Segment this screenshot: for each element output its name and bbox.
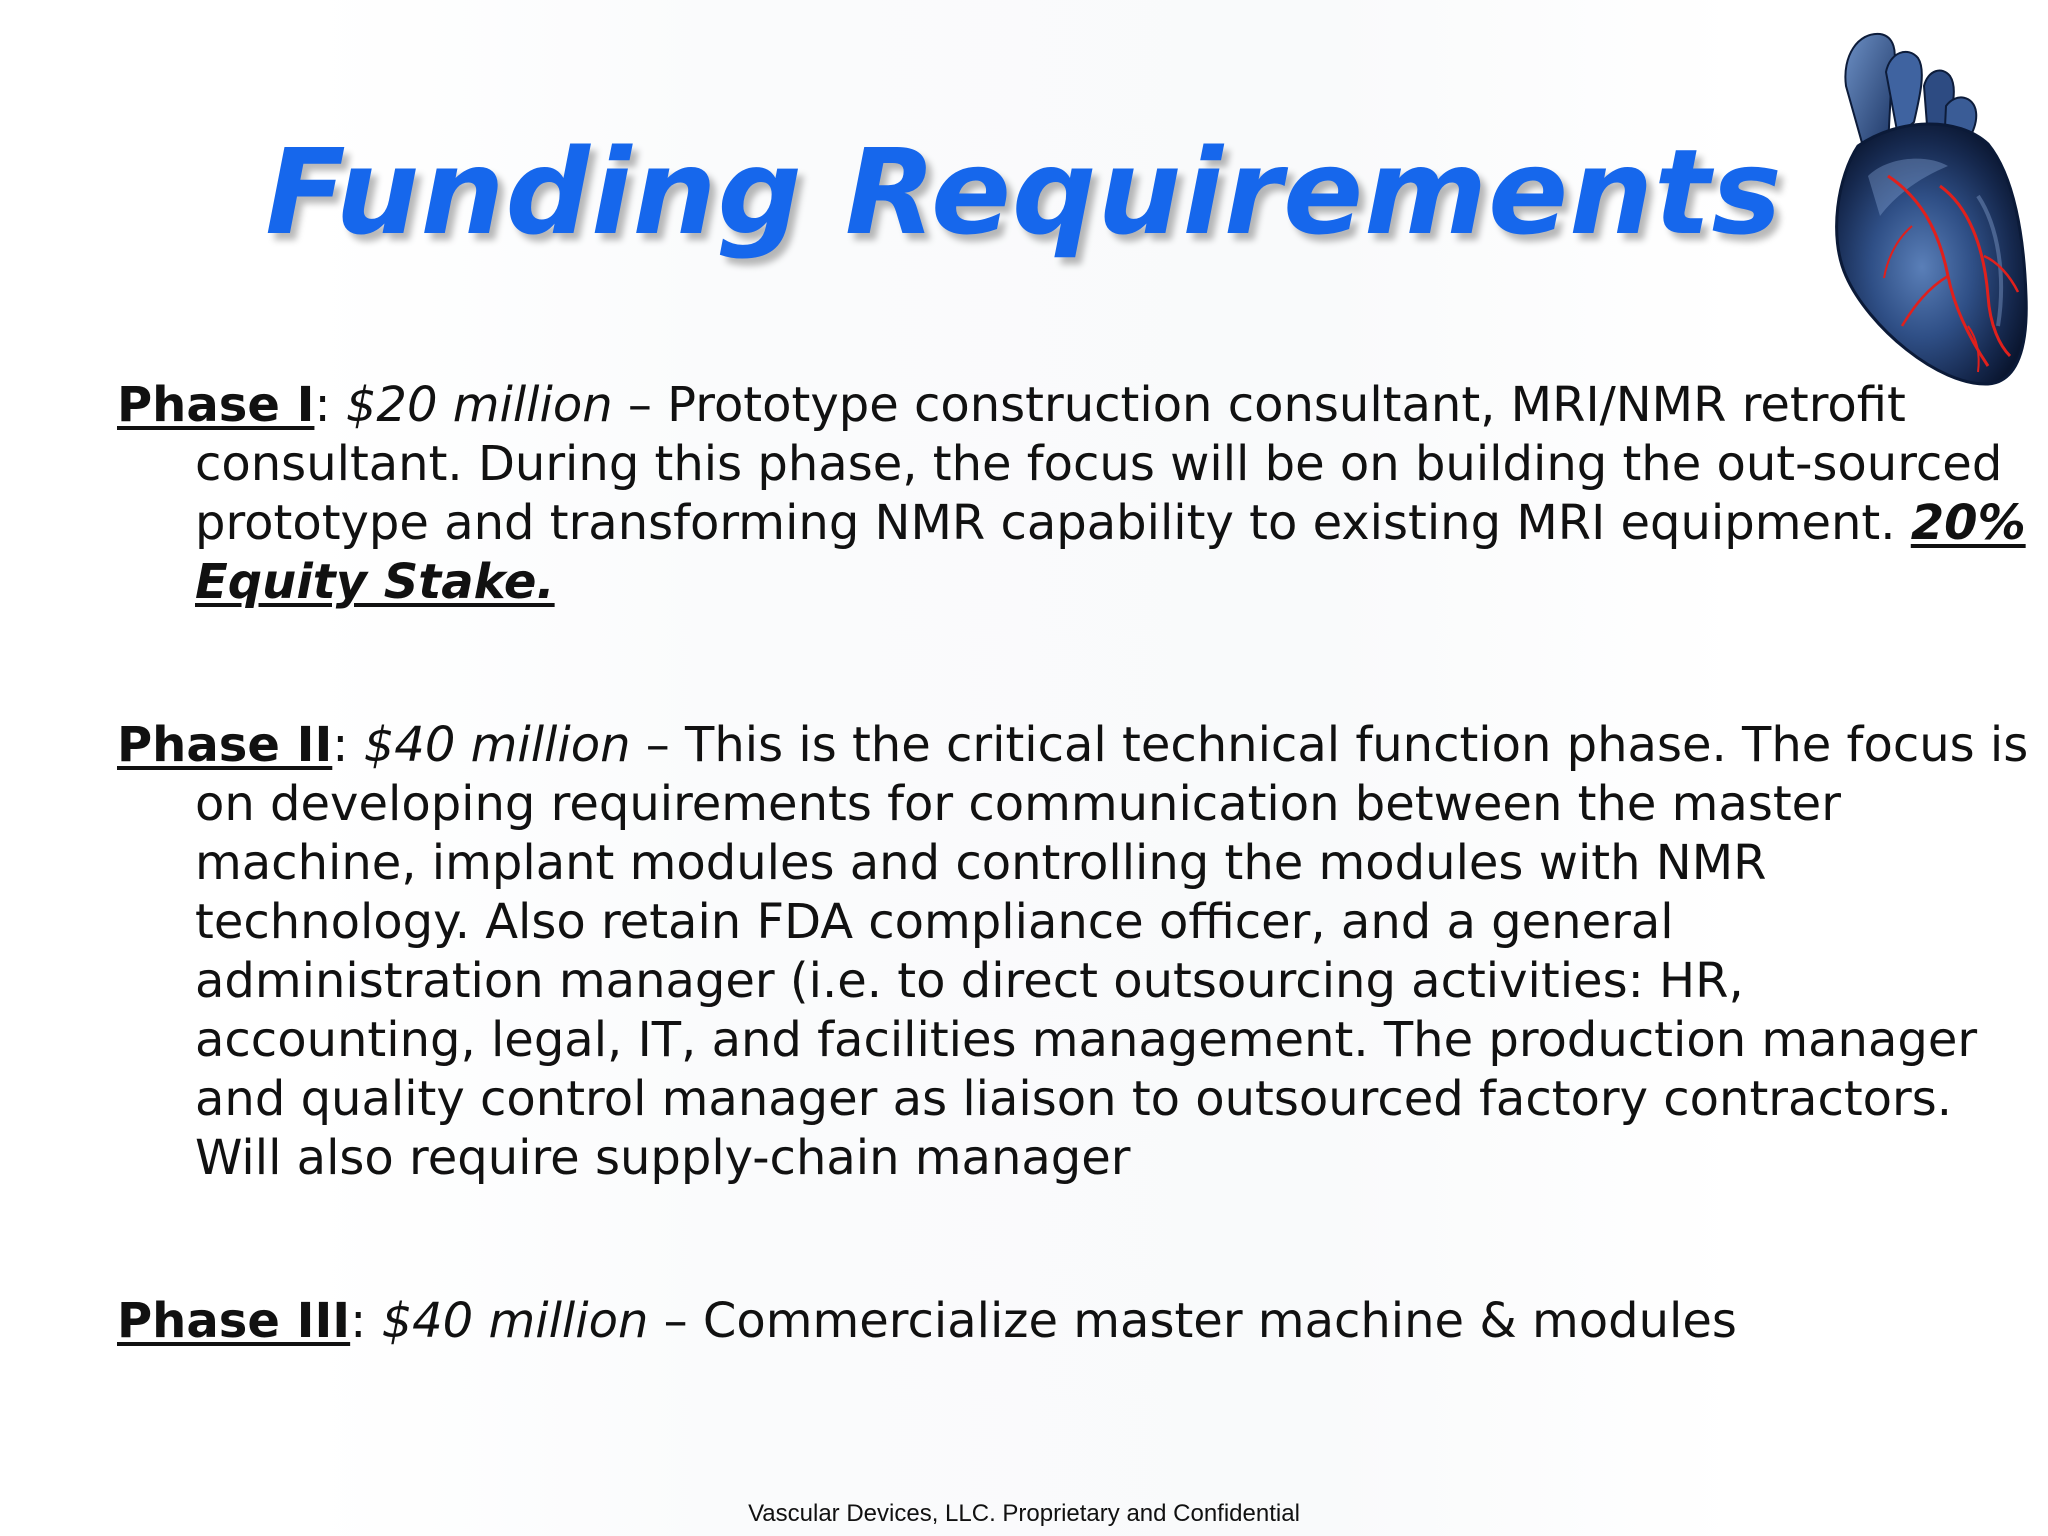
phase-amount: $20 million: [345, 377, 613, 433]
confidentiality-footer: Vascular Devices, LLC. Proprietary and Confidential: [748, 1500, 1300, 1527]
phase-description: – Commercialize master machine & modules: [648, 1293, 1737, 1349]
phase-item: [117, 716, 2035, 1188]
phase-amount: $40 million: [381, 1293, 649, 1349]
phase-label: Phase II: [117, 717, 333, 773]
phase-label: Phase III: [117, 1293, 351, 1349]
phase-separator: :: [332, 717, 364, 773]
phase-item: [117, 376, 2035, 612]
phase-separator: :: [314, 377, 346, 433]
phase-separator: :: [350, 1293, 382, 1349]
slide-title: Funding Requirements: [265, 123, 1783, 261]
phase-description: – This is the critical technical function phase. The focus is on developing requirements for communication between the master machine, implant modules and controlling the modules with NMR technology. Also retain FDA compliance officer, and a general administration manager (i.e. to direct outsourcing activities: HR, accounting, legal, IT, and facilities management. The production manager and quality control manager as liaison to outsourced factory contractors. Will also require supply-chain manager: [195, 717, 2029, 1186]
equity-stake: 20% Equity Stake.: [195, 495, 2026, 610]
phase-amount: $40 million: [363, 717, 631, 773]
heart-anatomy-icon: [1828, 26, 2028, 396]
phase-item: [117, 1292, 2035, 1351]
phase-description: – Prototype construction consultant, MRI/NMR retrofit consultant. During this phase, the focus will be on building the out-sourced prototype and transforming NMR capability to existing MRI equipment.: [195, 377, 2003, 551]
phase-label: Phase I: [117, 377, 315, 433]
